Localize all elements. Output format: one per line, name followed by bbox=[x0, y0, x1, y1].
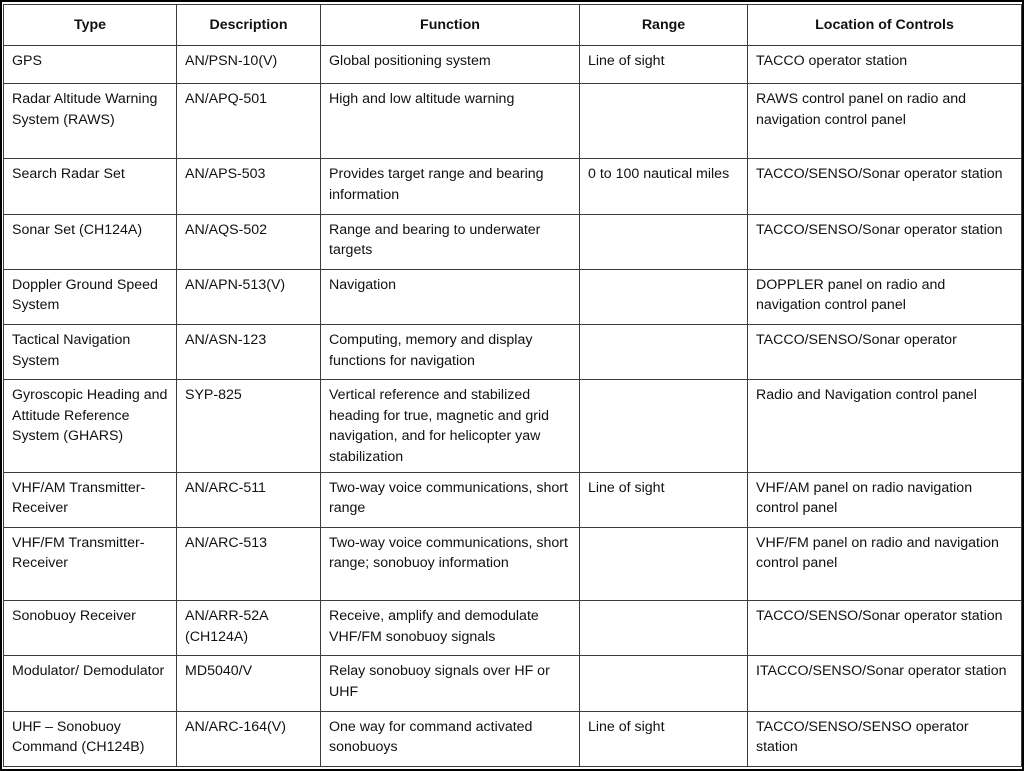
cell-type: Search Radar Set bbox=[4, 159, 177, 214]
header-location-of-controls: Location of Controls bbox=[748, 5, 1022, 46]
cell-function: Two-way voice communications, short range bbox=[321, 472, 580, 527]
table-row bbox=[4, 472, 1022, 527]
cell-description: AN/APN-513(V) bbox=[177, 269, 321, 324]
cell-description: MD5040/V bbox=[177, 656, 321, 711]
cell-range bbox=[580, 656, 748, 711]
cell-location: TACCO/SENSO/Sonar operator bbox=[748, 325, 1022, 380]
cell-location: TACCO/SENSO/Sonar operator station bbox=[748, 159, 1022, 214]
cell-range: Line of sight bbox=[580, 46, 748, 84]
cell-description: AN/ARC-511 bbox=[177, 472, 321, 527]
table-row bbox=[4, 269, 1022, 324]
header-type: Type bbox=[4, 5, 177, 46]
cell-location: TACCO/SENSO/Sonar operator station bbox=[748, 214, 1022, 269]
cell-range bbox=[580, 527, 748, 600]
cell-range bbox=[580, 214, 748, 269]
cell-function: Computing, memory and display functions for navigation bbox=[321, 325, 580, 380]
cell-description: AN/PSN-10(V) bbox=[177, 46, 321, 84]
cell-type: Doppler Ground Speed System bbox=[4, 269, 177, 324]
cell-type: VHF/FM Transmitter-Receiver bbox=[4, 527, 177, 600]
cell-location: VHF/AM panel on radio navigation control panel bbox=[748, 472, 1022, 527]
cell-type: Modulator/ Demodulator bbox=[4, 656, 177, 711]
table-row bbox=[4, 656, 1022, 711]
cell-location: VHF/FM panel on radio and navigation control panel bbox=[748, 527, 1022, 600]
cell-type: UHF – Sonobuoy Command (CH124B) bbox=[4, 711, 177, 766]
cell-description: AN/ARC-513 bbox=[177, 527, 321, 600]
cell-range bbox=[580, 84, 748, 159]
cell-function: One way for command activated sonobuoys bbox=[321, 711, 580, 766]
equipment-table bbox=[3, 4, 1022, 767]
cell-function: Vertical reference and stabilized heading for true, magnetic and grid navigation, and for helicopter yaw stabilization bbox=[321, 380, 580, 472]
header-description: Description bbox=[177, 5, 321, 46]
cell-description: AN/APQ-501 bbox=[177, 84, 321, 159]
cell-function: Range and bearing to underwater targets bbox=[321, 214, 580, 269]
cell-type: GPS bbox=[4, 46, 177, 84]
cell-type: VHF/AM Transmitter-Receiver bbox=[4, 472, 177, 527]
table-row bbox=[4, 159, 1022, 214]
cell-type: Sonobuoy Receiver bbox=[4, 601, 177, 656]
cell-location: DOPPLER panel on radio and navigation control panel bbox=[748, 269, 1022, 324]
cell-range bbox=[580, 380, 748, 472]
cell-type: Sonar Set (CH124A) bbox=[4, 214, 177, 269]
document-page bbox=[2, 2, 1022, 769]
cell-function: Navigation bbox=[321, 269, 580, 324]
cell-description: AN/AQS-502 bbox=[177, 214, 321, 269]
cell-range bbox=[580, 325, 748, 380]
table-row bbox=[4, 601, 1022, 656]
cell-range bbox=[580, 601, 748, 656]
cell-function: High and low altitude warning bbox=[321, 84, 580, 159]
cell-range bbox=[580, 269, 748, 324]
header-row bbox=[4, 5, 1022, 46]
cell-location: TACCO/SENSO/SENSO operator station bbox=[748, 711, 1022, 766]
table-row bbox=[4, 380, 1022, 472]
table-header bbox=[4, 5, 1022, 46]
cell-location: TACCO/SENSO/Sonar operator station bbox=[748, 601, 1022, 656]
cell-function: Receive, amplify and demodulate VHF/FM sonobuoy signals bbox=[321, 601, 580, 656]
cell-function: Provides target range and bearing information bbox=[321, 159, 580, 214]
cell-range: Line of sight bbox=[580, 711, 748, 766]
cell-description: AN/ASN-123 bbox=[177, 325, 321, 380]
cell-description: AN/ARC-164(V) bbox=[177, 711, 321, 766]
cell-location: RAWS control panel on radio and navigation control panel bbox=[748, 84, 1022, 159]
cell-description: AN/APS-503 bbox=[177, 159, 321, 214]
cell-type: Radar Altitude Warning System (RAWS) bbox=[4, 84, 177, 159]
cell-location: ITACCO/SENSO/Sonar operator station bbox=[748, 656, 1022, 711]
table-row bbox=[4, 711, 1022, 766]
table-row bbox=[4, 325, 1022, 380]
table-row bbox=[4, 214, 1022, 269]
cell-description: SYP-825 bbox=[177, 380, 321, 472]
table-row bbox=[4, 527, 1022, 600]
header-function: Function bbox=[321, 5, 580, 46]
cell-type: Tactical Navigation System bbox=[4, 325, 177, 380]
cell-function: Two-way voice communications, short range; sonobuoy information bbox=[321, 527, 580, 600]
cell-location: Radio and Navigation control panel bbox=[748, 380, 1022, 472]
table-row bbox=[4, 84, 1022, 159]
cell-description: AN/ARR-52A (CH124A) bbox=[177, 601, 321, 656]
cell-function: Global positioning system bbox=[321, 46, 580, 84]
cell-range: Line of sight bbox=[580, 472, 748, 527]
cell-function: Relay sonobuoy signals over HF or UHF bbox=[321, 656, 580, 711]
cell-location: TACCO operator station bbox=[748, 46, 1022, 84]
cell-type: Gyroscopic Heading and Attitude Reference System (GHARS) bbox=[4, 380, 177, 472]
header-range: Range bbox=[580, 5, 748, 46]
table-body bbox=[4, 46, 1022, 767]
table-row bbox=[4, 46, 1022, 84]
cell-range: 0 to 100 nautical miles bbox=[580, 159, 748, 214]
